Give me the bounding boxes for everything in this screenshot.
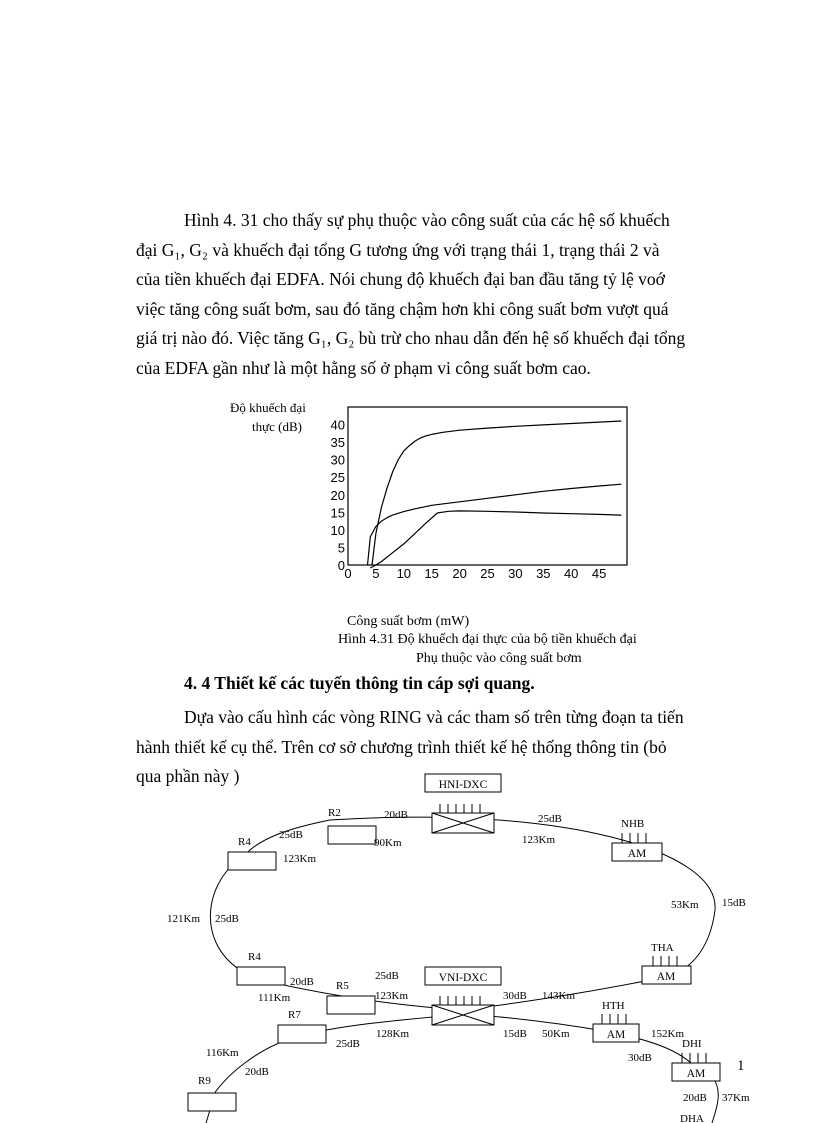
link-label: 143Km bbox=[542, 990, 575, 1002]
link-label: 20dB bbox=[384, 809, 408, 821]
x-tick-label: 5 bbox=[372, 566, 380, 581]
vni-dxc-node bbox=[425, 967, 501, 1025]
page-number: 1 bbox=[737, 1058, 745, 1074]
node-label-r2: R2 bbox=[328, 807, 341, 819]
x-tick-label: 10 bbox=[396, 566, 412, 581]
x-tick-label: 35 bbox=[536, 566, 551, 581]
gain-chart bbox=[220, 395, 640, 617]
node-label-r7: R7 bbox=[288, 1009, 301, 1021]
y-tick-label: 35 bbox=[330, 435, 345, 451]
chart-ylabel-line1: Độ khuếch đại bbox=[230, 400, 306, 415]
link-label: 25dB bbox=[279, 829, 303, 841]
link-label: 121Km bbox=[167, 913, 200, 925]
chart-y-ticks bbox=[331, 418, 345, 573]
paragraph-line: giá trị nào đó. Việc tăng G₁, G₂ bù trừ cho nhau dẫn đến hệ số khuếch đại tổng bbox=[136, 328, 686, 348]
x-tick-label: 20 bbox=[452, 566, 467, 581]
chart-plot-frame bbox=[348, 407, 627, 565]
link-label: 152Km bbox=[651, 1028, 684, 1040]
link-label: 123Km bbox=[375, 990, 408, 1002]
regenerator-r4-mid bbox=[237, 967, 285, 985]
x-tick-label: 30 bbox=[508, 566, 523, 581]
chart-xlabel: Công suất bơm (mW) bbox=[347, 614, 470, 629]
paragraph-line: qua phần này ) bbox=[136, 766, 240, 786]
regenerator-r4-top bbox=[228, 852, 276, 870]
link-label: 20dB bbox=[245, 1066, 269, 1078]
link-label: 25dB bbox=[336, 1038, 360, 1050]
link-label: 53Km bbox=[671, 899, 699, 911]
am-label: AM bbox=[656, 971, 676, 983]
node-label-nhb: NHB bbox=[621, 818, 645, 830]
y-tick-label: 15 bbox=[330, 505, 345, 521]
series-line-g2 bbox=[370, 511, 621, 568]
x-tick-label: 15 bbox=[424, 566, 439, 581]
y-tick-label: 0 bbox=[337, 558, 345, 573]
lower-ring-left-link bbox=[210, 1014, 465, 1100]
regenerator-r2 bbox=[328, 826, 376, 844]
link-label: 50Km bbox=[542, 1028, 570, 1040]
y-tick-label: 20 bbox=[330, 487, 345, 503]
am-node-hth bbox=[593, 1014, 639, 1042]
node-label-r4-top: R4 bbox=[238, 836, 251, 848]
link-label: 123Km bbox=[522, 834, 555, 846]
figure-caption-line2: Phụ thuộc vào công suất bơm bbox=[416, 651, 582, 666]
am-label: AM bbox=[627, 848, 647, 860]
paragraph-line: đại G₁, G₂ và khuếch đại tổng G tương ứng với trạng thái 1, trạng thái 2 và bbox=[136, 239, 660, 260]
vni-dxc-label: VNI-DXC bbox=[438, 972, 488, 984]
paragraph-line: hành thiết kế cụ thể. Trên cơ sở chương trình thiết kế hệ thống thông tin (bỏ bbox=[136, 736, 667, 757]
y-tick-label: 5 bbox=[337, 540, 345, 556]
y-tick-label: 10 bbox=[330, 522, 345, 538]
r9-tail-link bbox=[206, 1110, 210, 1123]
link-label: 128Km bbox=[376, 1028, 409, 1040]
node-label-tha: THA bbox=[651, 942, 674, 954]
link-label: 90Km bbox=[374, 837, 402, 849]
y-tick-label: 30 bbox=[330, 452, 345, 468]
link-label: 30dB bbox=[628, 1052, 652, 1064]
am-label: AM bbox=[686, 1068, 706, 1080]
x-tick-label: 45 bbox=[591, 566, 607, 581]
link-label: 25dB bbox=[215, 913, 239, 925]
hni-dxc-node bbox=[425, 774, 501, 833]
hni-dxc-label: HNI-DXC bbox=[438, 779, 488, 791]
series-line-g1 bbox=[368, 484, 622, 565]
x-tick-label: 40 bbox=[563, 566, 579, 581]
node-label-dha: DHA bbox=[680, 1113, 704, 1123]
paragraph-line: của EDFA gần như là một hằng số ở phạm vi công suất bơm cao. bbox=[136, 357, 591, 378]
am-label: AM bbox=[606, 1029, 626, 1041]
link-label: 111Km bbox=[258, 992, 291, 1004]
paragraph-1 bbox=[136, 206, 739, 383]
chart-ylabel-line2: thực (dB) bbox=[252, 419, 303, 434]
y-tick-label: 40 bbox=[330, 417, 345, 433]
series-line-g bbox=[372, 421, 621, 565]
x-tick-label: 25 bbox=[480, 566, 495, 581]
dhi-dha-link bbox=[712, 1078, 718, 1123]
upper-ring-left-link bbox=[210, 820, 330, 970]
link-label: 123Km bbox=[283, 853, 316, 865]
node-label-r9: R9 bbox=[198, 1075, 211, 1087]
link-label: 30dB bbox=[503, 990, 527, 1002]
node-label-r4-mid: R4 bbox=[248, 951, 261, 963]
link-label: 116Km bbox=[206, 1047, 239, 1059]
link-label: 37Km bbox=[722, 1092, 750, 1104]
chart-curves bbox=[368, 421, 622, 568]
link-label: 15dB bbox=[722, 897, 746, 909]
x-tick-label: 0 bbox=[344, 566, 352, 581]
link-label: 25dB bbox=[375, 970, 399, 982]
am-node-nhb bbox=[612, 833, 662, 861]
link-label: 25dB bbox=[538, 813, 562, 825]
link-label: 15dB bbox=[503, 1028, 527, 1040]
regenerator-r9 bbox=[188, 1093, 236, 1111]
regenerator-r5 bbox=[327, 996, 375, 1014]
link-label: 20dB bbox=[290, 976, 314, 988]
paragraph-line: việc tăng công suất bơm, sau đó tăng chậm hơn khi công suất bơm vượt quá bbox=[136, 298, 669, 319]
regenerator-r7 bbox=[278, 1025, 326, 1043]
paragraph-line: của tiền khuếch đại EDFA. Nói chung độ khuếch đại ban đầu tăng tỷ lệ voớ bbox=[136, 269, 665, 289]
link-label: 20dB bbox=[683, 1092, 707, 1104]
node-label-hth: HTH bbox=[602, 1000, 625, 1012]
figure-caption-line1: Hình 4.31 Độ khuếch đại thực của bộ tiền khuếch đại bbox=[338, 632, 637, 647]
lower-ring-right-link bbox=[465, 1014, 696, 1068]
paragraph-line: Dựa vào cấu hình các vòng RING và các tham số trên từng đoạn ta tiến bbox=[184, 707, 684, 727]
ring-network-diagram bbox=[0, 770, 816, 1123]
chart-x-ticks bbox=[344, 566, 606, 581]
am-node-dhi bbox=[672, 1053, 720, 1081]
node-label-r5: R5 bbox=[336, 980, 349, 992]
y-tick-label: 25 bbox=[330, 470, 345, 486]
node-label-dhi: DHI bbox=[682, 1038, 702, 1050]
am-node-tha bbox=[642, 956, 691, 984]
paragraph-line: Hình 4. 31 cho thấy sự phụ thuộc vào công suất của các hệ số khuếch bbox=[184, 210, 670, 230]
section-heading: 4. 4 Thiết kế các tuyến thông tin cáp sợi quang. bbox=[184, 673, 535, 693]
